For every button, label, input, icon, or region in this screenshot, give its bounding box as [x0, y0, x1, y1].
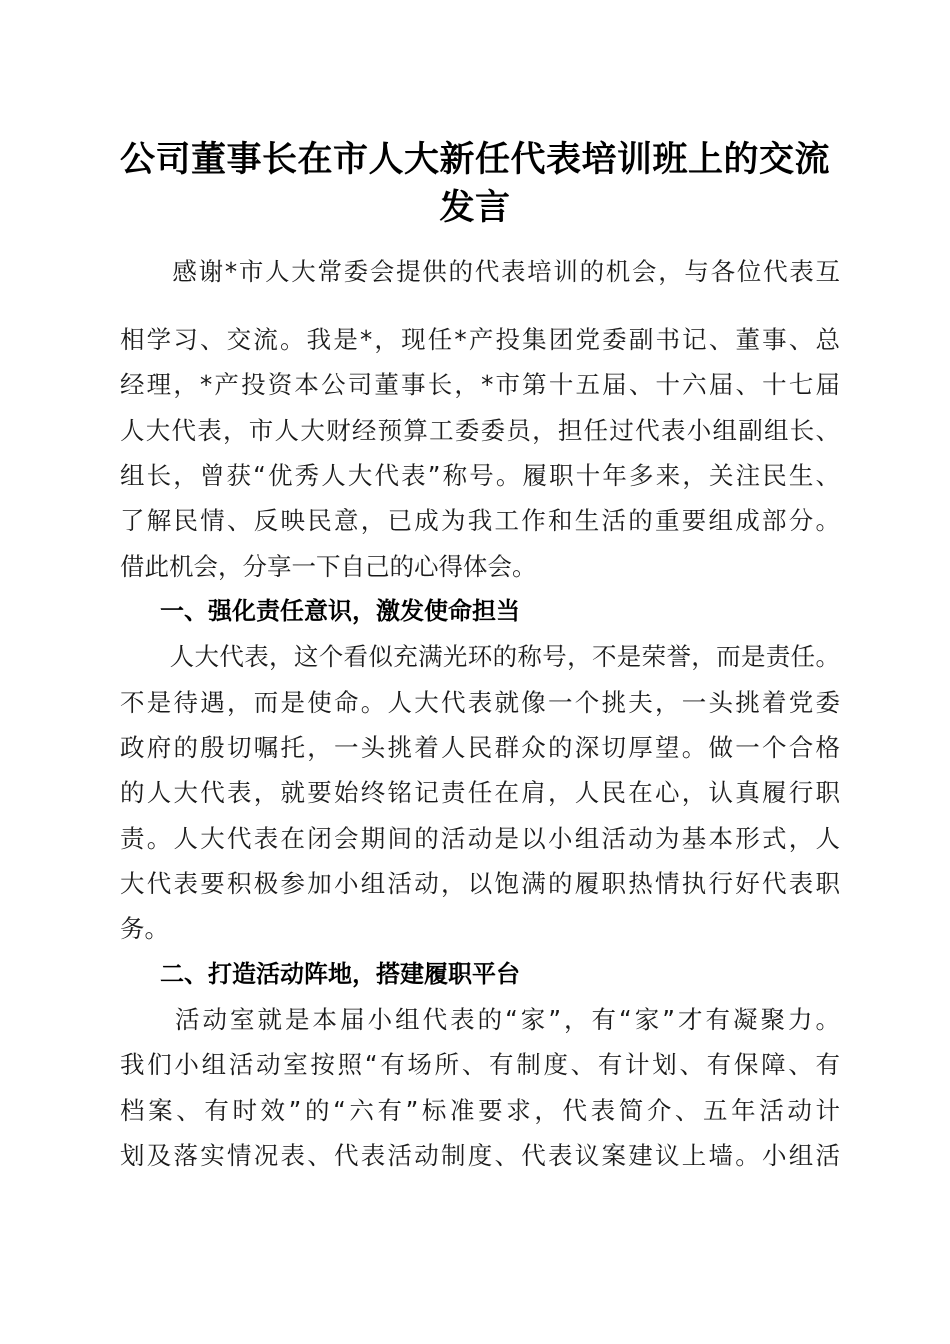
paragraph-line: 不是待遇，而是使命。人大代表就像一个挑夫，一头挑着党委	[120, 688, 840, 717]
paragraph-line: 经理，*产投资本公司董事长，*市第十五届、十六届、十七届	[120, 370, 840, 399]
paragraph-line: 了解民情、反映民意，已成为我工作和生活的重要组成部分。	[120, 506, 840, 535]
paragraph-line: 借此机会，分享一下自己的心得体会。	[120, 552, 537, 581]
section-heading-2: 二、打造活动阵地，搭建履职平台	[160, 960, 520, 988]
paragraph-line: 组长，曾获“优秀人大代表”称号。履职十年多来，关注民生、	[120, 461, 840, 490]
paragraph-line: 务。	[120, 914, 169, 943]
paragraph-line: 相学习、交流。我是*，现任*产投集团党委副书记、董事、总	[120, 325, 840, 354]
paragraph-line: 人大代表，市人大财经预算工委委员，担任过代表小组副组长、	[120, 416, 840, 445]
paragraph-line: 人大代表，这个看似充满光环的称号，不是荣誉，而是责任。	[120, 642, 840, 671]
document-title-line-2: 发言	[439, 187, 511, 228]
paragraph-line: 大代表要积极参加小组活动，以饱满的履职热情执行好代表职	[120, 869, 840, 898]
paragraph-line: 感谢*市人大常委会提供的代表培训的机会，与各位代表互	[120, 257, 840, 286]
section-heading-1: 一、强化责任意识，激发使命担当	[160, 597, 520, 625]
document-title-line-1: 公司董事长在市人大新任代表培训班上的交流	[119, 139, 830, 180]
paragraph-line: 政府的殷切嘱托，一头挑着人民群众的深切厚望。做一个合格	[120, 733, 840, 762]
paragraph-line: 责。人大代表在闭会期间的活动是以小组活动为基本形式，人	[120, 824, 840, 853]
paragraph-line: 的人大代表，就要始终铭记责任在肩，人民在心，认真履行职	[120, 778, 840, 807]
paragraph-line: 我们小组活动室按照“有场所、有制度、有计划、有保障、有	[120, 1050, 840, 1079]
paragraph-line: 划及落实情况表、代表活动制度、代表议案建议上墙。小组活	[120, 1141, 840, 1170]
paragraph-line: 活动室就是本届小组代表的“家”，有“家”才有凝聚力。	[120, 1005, 840, 1034]
paragraph-line: 档案、有时效”的“六有”标准要求，代表简介、五年活动计	[120, 1096, 840, 1125]
